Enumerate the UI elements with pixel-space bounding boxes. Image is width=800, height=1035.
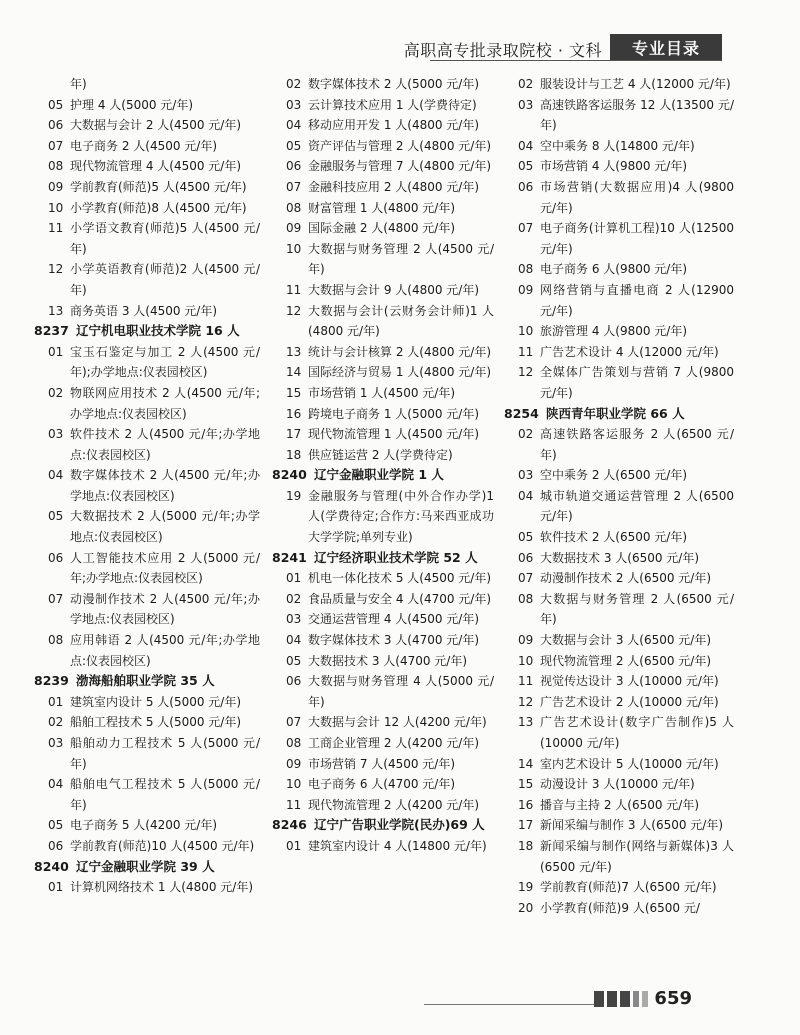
program-number: 04 xyxy=(48,777,64,792)
program-number: 05 xyxy=(48,97,64,112)
program-number: 05 xyxy=(48,509,64,524)
school-name: 辽宁经济职业技术学院 52 人 xyxy=(314,549,478,565)
program-text: 电子商务 6 人(9800 元/年) xyxy=(540,262,688,277)
program-entry xyxy=(34,218,260,259)
program-text: 学前教育(师范)5 人(4500 元/年) xyxy=(70,179,247,194)
program-text: 建筑室内设计 4 人(14800 元/年) xyxy=(308,838,487,853)
program-number: 11 xyxy=(518,674,534,689)
program-entry xyxy=(272,712,494,733)
program-number: 18 xyxy=(518,838,534,853)
program-entry xyxy=(504,795,734,816)
program-number: 03 xyxy=(48,427,64,442)
program-text: 交通运营管理 4 人(4500 元/年) xyxy=(308,612,480,627)
school-name: 陕西青年职业学院 66 人 xyxy=(546,405,685,421)
program-text: 市场营销(大数据应用)4 人(9800 元/年) xyxy=(540,179,734,215)
program-number: 10 xyxy=(518,324,534,339)
program-entry xyxy=(504,898,734,919)
program-text: 播音与主持 2 人(6500 元/年) xyxy=(540,797,700,812)
program-number: 03 xyxy=(286,612,302,627)
program-entry xyxy=(504,218,734,259)
program-text: 国际经济与贸易 1 人(4800 元/年) xyxy=(308,365,492,380)
program-text: 广告艺术设计 4 人(12000 元/年) xyxy=(540,344,719,359)
school-heading xyxy=(272,548,494,569)
program-text: 宝玉石鉴定与加工 2 人(4500 元/年);办学地点:仪表园校区) xyxy=(70,344,260,380)
program-text: 金融科技应用 2 人(4800 元/年) xyxy=(308,179,480,194)
program-text: 跨境电子商务 1 人(5000 元/年) xyxy=(308,406,480,421)
program-number: 19 xyxy=(286,488,302,503)
program-number: 06 xyxy=(48,118,64,133)
program-entry xyxy=(34,506,260,547)
program-entry xyxy=(34,630,260,671)
program-entry xyxy=(272,362,494,383)
program-number: 02 xyxy=(518,427,534,442)
program-entry xyxy=(504,321,734,342)
program-number: 12 xyxy=(48,262,64,277)
program-number: 04 xyxy=(286,118,302,133)
program-number: 09 xyxy=(518,282,534,297)
program-text: 船舶电气工程技术 5 人(5000 元/年) xyxy=(70,777,260,812)
program-number: 02 xyxy=(286,77,302,91)
program-entry xyxy=(272,609,494,630)
program-text: 财富管理 1 人(4800 元/年) xyxy=(308,200,456,215)
program-entry xyxy=(504,527,734,548)
program-text: 现代物流管理 2 人(4200 元/年) xyxy=(308,797,480,812)
program-number: 01 xyxy=(286,571,302,586)
program-entry xyxy=(504,651,734,672)
program-text: 大数据技术 2 人(5000 元/年;办学地点:仪表园校区) xyxy=(70,509,260,545)
program-text: 工商企业管理 2 人(4200 元/年) xyxy=(308,736,480,750)
program-entry xyxy=(272,239,494,280)
program-number: 02 xyxy=(286,591,302,606)
program-text: 食品质量与安全 4 人(4700 元/年) xyxy=(308,591,492,606)
program-entry xyxy=(34,136,260,157)
program-text: 数字媒体技术 2 人(4500 元/年;办学地点:仪表园校区) xyxy=(70,468,260,503)
program-text: 金融服务与管理 7 人(4800 元/年) xyxy=(308,159,492,174)
program-number: 10 xyxy=(518,653,534,668)
program-text: 数字媒体技术 3 人(4700 元/年) xyxy=(308,633,480,648)
program-entry xyxy=(34,198,260,219)
program-text: 小学语文教育(师范)5 人(4500 元/年) xyxy=(70,221,260,256)
program-entry xyxy=(272,671,494,712)
program-number: 09 xyxy=(286,756,302,771)
program-text: 电子商务(计算机工程)10 人(12500 元/年) xyxy=(540,221,734,256)
program-entry xyxy=(272,754,494,775)
program-text: 大数据技术 3 人(4700 元/年) xyxy=(308,653,468,668)
program-number: 08 xyxy=(48,633,64,648)
program-number: 01 xyxy=(286,838,302,853)
program-text: 动漫制作技术 2 人(6500 元/年) xyxy=(540,571,712,586)
program-text: 护理 4 人(5000 元/年) xyxy=(70,97,194,112)
program-entry xyxy=(34,733,260,774)
program-text: 现代物流管理 1 人(4500 元/年) xyxy=(308,427,480,442)
program-entry xyxy=(34,877,260,898)
program-text: 全媒体广告策划与营销 7 人(9800 元/年) xyxy=(540,365,734,400)
school-code: 8241 xyxy=(272,549,307,565)
header-section-title: 高职高专批录取院校 · 文科 xyxy=(403,41,602,60)
program-number: 04 xyxy=(48,468,64,483)
program-entry xyxy=(504,712,734,753)
program-text: 大数据技术 3 人(6500 元/年) xyxy=(540,550,700,565)
program-text: 现代物流管理 2 人(6500 元/年) xyxy=(540,653,712,668)
program-text: 大数据与财务管理 2 人(4500 元/年) xyxy=(308,241,494,277)
program-number: 02 xyxy=(518,77,534,91)
program-number: 05 xyxy=(286,138,302,153)
program-number: 16 xyxy=(286,406,302,421)
program-text: 资产评估与管理 2 人(4800 元/年) xyxy=(308,138,492,153)
program-number: 03 xyxy=(518,97,534,112)
program-text: 大数据与会计 3 人(6500 元/年) xyxy=(540,633,712,648)
program-text: 网络营销与直播电商 2 人(12900 元/年) xyxy=(540,282,734,318)
program-number: 04 xyxy=(286,633,302,648)
program-entry xyxy=(272,74,494,95)
program-number: 11 xyxy=(286,282,302,297)
program-entry xyxy=(34,342,260,383)
program-entry xyxy=(272,198,494,219)
program-entry xyxy=(272,383,494,404)
program-text: 学前教育(师范)10 人(4500 元/年) xyxy=(70,838,255,853)
program-number: 20 xyxy=(518,900,534,915)
program-number: 12 xyxy=(518,365,534,380)
program-text: 人工智能技术应用 2 人(5000 元/年;办学地点:仪表园校区) xyxy=(70,550,260,586)
program-entry xyxy=(34,712,260,733)
program-number: 01 xyxy=(48,344,64,359)
program-number: 06 xyxy=(286,674,302,689)
program-entry xyxy=(272,733,494,754)
program-number: 17 xyxy=(286,427,302,442)
program-entry xyxy=(272,795,494,816)
program-number: 06 xyxy=(286,159,302,174)
program-entry xyxy=(34,115,260,136)
program-entry xyxy=(504,836,734,877)
program-number: 12 xyxy=(286,303,302,318)
program-entry xyxy=(272,589,494,610)
program-entry xyxy=(34,95,260,116)
program-entry xyxy=(504,280,734,321)
program-text: 船舶工程技术 5 人(5000 元/年) xyxy=(70,715,242,730)
program-entry xyxy=(504,754,734,775)
program-text: 国际金融 2 人(4800 元/年) xyxy=(308,221,456,236)
program-text: 电子商务 6 人(4700 元/年) xyxy=(308,777,456,792)
program-number: 03 xyxy=(518,468,534,483)
program-text: 动漫设计 3 人(10000 元/年) xyxy=(540,777,695,792)
program-number: 06 xyxy=(518,179,534,194)
program-number: 05 xyxy=(48,818,64,833)
program-entry xyxy=(272,342,494,363)
program-number: 01 xyxy=(48,880,64,895)
program-text: 云计算技术应用 1 人(学费待定) xyxy=(308,97,477,112)
program-text: 小学教育(师范)9 人(6500 元/ xyxy=(540,900,700,915)
program-entry xyxy=(504,568,734,589)
program-text: 广告艺术设计(数字广告制作)5 人(10000 元/年) xyxy=(540,715,734,750)
program-number: 06 xyxy=(518,550,534,565)
program-text: 市场营销 1 人(4500 元/年) xyxy=(308,385,456,400)
program-entry xyxy=(34,465,260,506)
school-name: 辽宁广告职业学院(民办)69 人 xyxy=(314,817,485,833)
program-entry xyxy=(272,486,494,548)
program-text: 电子商务 2 人(4500 元/年) xyxy=(70,138,218,153)
program-number: 08 xyxy=(286,200,302,215)
program-number: 10 xyxy=(286,241,302,256)
program-text: 电子商务 5 人(4200 元/年) xyxy=(70,818,218,833)
program-entry xyxy=(504,342,734,363)
column-1 xyxy=(34,74,260,898)
program-entry xyxy=(504,136,734,157)
footer-decoration xyxy=(594,991,648,1007)
program-number: 15 xyxy=(286,385,302,400)
program-number: 04 xyxy=(518,138,534,153)
program-text: 室内艺术设计 5 人(10000 元/年) xyxy=(540,756,719,771)
program-entry xyxy=(272,280,494,301)
page-number: 659 xyxy=(654,988,692,1009)
school-code: 8240 xyxy=(272,467,307,483)
program-text: 服装设计与工艺 4 人(12000 元/年) xyxy=(540,77,731,91)
program-text: 小学教育(师范)8 人(4500 元/年) xyxy=(70,200,247,215)
program-number: 08 xyxy=(48,159,64,174)
program-entry xyxy=(272,568,494,589)
program-text: 大数据与会计 2 人(4500 元/年) xyxy=(70,118,242,133)
program-number: 03 xyxy=(48,736,64,750)
program-entry xyxy=(504,774,734,795)
program-entry xyxy=(504,815,734,836)
program-number: 07 xyxy=(518,221,534,236)
program-number: 14 xyxy=(286,365,302,380)
program-number: 19 xyxy=(518,880,534,895)
program-entry xyxy=(504,589,734,630)
program-entry xyxy=(34,259,260,300)
program-number: 14 xyxy=(518,756,534,771)
program-text: 空中乘务 8 人(14800 元/年) xyxy=(540,138,695,153)
program-entry xyxy=(272,445,494,466)
school-name: 辽宁金融职业学院 1 人 xyxy=(314,467,444,483)
program-number: 07 xyxy=(48,591,64,606)
program-number: 09 xyxy=(286,221,302,236)
continued-text: 年) xyxy=(70,77,87,91)
program-entry xyxy=(272,404,494,425)
program-number: 02 xyxy=(48,715,64,730)
program-number: 06 xyxy=(48,838,64,853)
program-number: 13 xyxy=(48,303,64,318)
program-text: 建筑室内设计 5 人(5000 元/年) xyxy=(70,694,242,709)
program-number: 08 xyxy=(286,736,302,750)
program-entry xyxy=(34,424,260,465)
program-number: 05 xyxy=(518,530,534,545)
school-heading xyxy=(34,671,260,692)
program-entry xyxy=(34,774,260,815)
program-number: 10 xyxy=(286,777,302,792)
school-code: 8237 xyxy=(34,323,69,339)
program-text: 商务英语 3 人(4500 元/年) xyxy=(70,303,218,318)
program-text: 机电一体化技术 5 人(4500 元/年) xyxy=(308,571,492,586)
program-text: 高速铁路客运服务 2 人(6500 元/年) xyxy=(540,427,734,462)
program-number: 04 xyxy=(518,488,534,503)
program-text: 大数据与会计 9 人(4800 元/年) xyxy=(308,282,480,297)
program-text: 软件技术 2 人(4500 元/年;办学地点:仪表园校区) xyxy=(70,427,260,462)
program-entry xyxy=(504,156,734,177)
program-entry xyxy=(272,177,494,198)
program-text: 广告艺术设计 2 人(10000 元/年) xyxy=(540,694,719,709)
program-text: 数字媒体技术 2 人(5000 元/年) xyxy=(308,77,480,91)
program-entry xyxy=(272,136,494,157)
program-text: 现代物流管理 4 人(4500 元/年) xyxy=(70,159,242,174)
program-entry xyxy=(34,177,260,198)
program-text: 旅游管理 4 人(9800 元/年) xyxy=(540,324,688,339)
program-text: 高速铁路客运服务 12 人(13500 元/年) xyxy=(540,97,734,133)
program-text: 船舶动力工程技术 5 人(5000 元/年) xyxy=(70,736,260,771)
program-text: 市场营销 7 人(4500 元/年) xyxy=(308,756,456,771)
program-number: 07 xyxy=(286,715,302,730)
program-entry xyxy=(504,259,734,280)
program-number: 11 xyxy=(518,344,534,359)
program-number: 09 xyxy=(48,179,64,194)
program-number: 06 xyxy=(48,550,64,565)
program-number: 16 xyxy=(518,797,534,812)
program-entry xyxy=(34,301,260,322)
program-entry xyxy=(34,383,260,424)
program-text: 供应链运营 2 人(学费待定) xyxy=(308,447,453,462)
program-number: 17 xyxy=(518,818,534,833)
program-number: 15 xyxy=(518,777,534,792)
school-name: 渤海船舶职业学院 35 人 xyxy=(76,673,215,689)
program-entry xyxy=(272,218,494,239)
program-number: 13 xyxy=(518,715,534,730)
program-number: 01 xyxy=(48,694,64,709)
program-entry xyxy=(272,630,494,651)
program-number: 08 xyxy=(518,591,534,606)
program-text: 视觉传达设计 3 人(10000 元/年) xyxy=(540,674,719,689)
program-number: 11 xyxy=(286,797,302,812)
program-entry xyxy=(272,651,494,672)
program-number: 11 xyxy=(48,221,64,236)
school-heading xyxy=(272,465,494,486)
program-number: 07 xyxy=(48,138,64,153)
program-entry xyxy=(34,815,260,836)
program-number: 07 xyxy=(518,571,534,586)
program-text: 城市轨道交通运营管理 2 人(6500 元/年) xyxy=(540,488,734,524)
program-text: 物联网应用技术 2 人(4500 元/年;办学地点:仪表园校区) xyxy=(70,385,260,421)
program-number: 09 xyxy=(518,633,534,648)
program-text: 市场营销 4 人(9800 元/年) xyxy=(540,159,688,174)
program-entry xyxy=(504,630,734,651)
program-text: 大数据与会计(云财务会计师)1 人(4800 元/年) xyxy=(308,303,494,339)
school-code: 8239 xyxy=(34,673,69,689)
program-text: 统计与会计核算 2 人(4800 元/年) xyxy=(308,344,492,359)
school-heading xyxy=(34,857,260,878)
header-section-tag: 专业目录 xyxy=(610,34,722,60)
program-text: 空中乘务 2 人(6500 元/年) xyxy=(540,468,688,483)
program-text: 金融服务与管理(中外合作办学)1 人(学费待定;合作方:马来西亚成功大学学院;单列专业) xyxy=(308,488,494,545)
school-heading xyxy=(272,815,494,836)
program-entry xyxy=(34,548,260,589)
program-entry xyxy=(272,836,494,857)
column-3 xyxy=(504,74,734,918)
program-entry xyxy=(504,465,734,486)
program-text: 动漫制作技术 2 人(4500 元/年;办学地点:仪表园校区) xyxy=(70,591,260,627)
program-text: 小学英语教育(师范)2 人(4500 元/年) xyxy=(70,262,260,297)
program-entry xyxy=(34,156,260,177)
program-entry xyxy=(272,115,494,136)
program-entry xyxy=(504,424,734,465)
program-text: 新闻采编与制作(网络与新媒体)3 人(6500 元/年) xyxy=(540,838,734,874)
program-entry xyxy=(272,95,494,116)
footer-rule xyxy=(424,1004,594,1005)
program-entry xyxy=(504,671,734,692)
program-text: 大数据与财务管理 4 人(5000 元/年) xyxy=(308,674,494,709)
program-number: 05 xyxy=(286,653,302,668)
program-number: 07 xyxy=(286,179,302,194)
program-text: 移动应用开发 1 人(4800 元/年) xyxy=(308,118,480,133)
program-text: 计算机网络技术 1 人(4800 元/年) xyxy=(70,880,254,895)
program-entry xyxy=(272,156,494,177)
program-number: 10 xyxy=(48,200,64,215)
program-text: 软件技术 2 人(6500 元/年) xyxy=(540,530,688,545)
program-number: 02 xyxy=(48,385,64,400)
school-name: 辽宁金融职业学院 39 人 xyxy=(76,858,215,874)
school-heading xyxy=(504,404,734,425)
program-number: 18 xyxy=(286,447,302,462)
program-entry xyxy=(34,836,260,857)
program-number: 13 xyxy=(286,344,302,359)
school-name: 辽宁机电职业技术学院 16 人 xyxy=(76,323,240,339)
program-text: 应用韩语 2 人(4500 元/年;办学地点:仪表园校区) xyxy=(70,633,260,668)
program-entry xyxy=(504,548,734,569)
program-entry xyxy=(34,692,260,713)
school-code: 8240 xyxy=(34,858,69,874)
program-entry xyxy=(504,362,734,403)
program-entry xyxy=(504,177,734,218)
program-text: 新闻采编与制作 3 人(6500 元/年) xyxy=(540,818,724,833)
program-entry xyxy=(504,95,734,136)
program-number: 08 xyxy=(518,262,534,277)
program-text: 大数据与会计 12 人(4200 元/年) xyxy=(308,715,487,730)
school-code: 8254 xyxy=(504,405,539,421)
program-text: 大数据与财务管理 2 人(6500 元/年) xyxy=(540,591,734,627)
program-number: 03 xyxy=(286,97,302,112)
program-entry xyxy=(34,589,260,630)
school-code: 8246 xyxy=(272,817,307,833)
program-entry xyxy=(272,301,494,342)
program-entry xyxy=(272,424,494,445)
program-text: 学前教育(师范)7 人(6500 元/年) xyxy=(540,880,717,895)
column-2 xyxy=(272,74,494,857)
program-entry xyxy=(504,692,734,713)
program-entry xyxy=(504,486,734,527)
program-number: 05 xyxy=(518,159,534,174)
program-entry xyxy=(272,774,494,795)
program-number: 12 xyxy=(518,694,534,709)
school-heading xyxy=(34,321,260,342)
program-entry xyxy=(504,74,734,95)
program-entry xyxy=(504,877,734,898)
